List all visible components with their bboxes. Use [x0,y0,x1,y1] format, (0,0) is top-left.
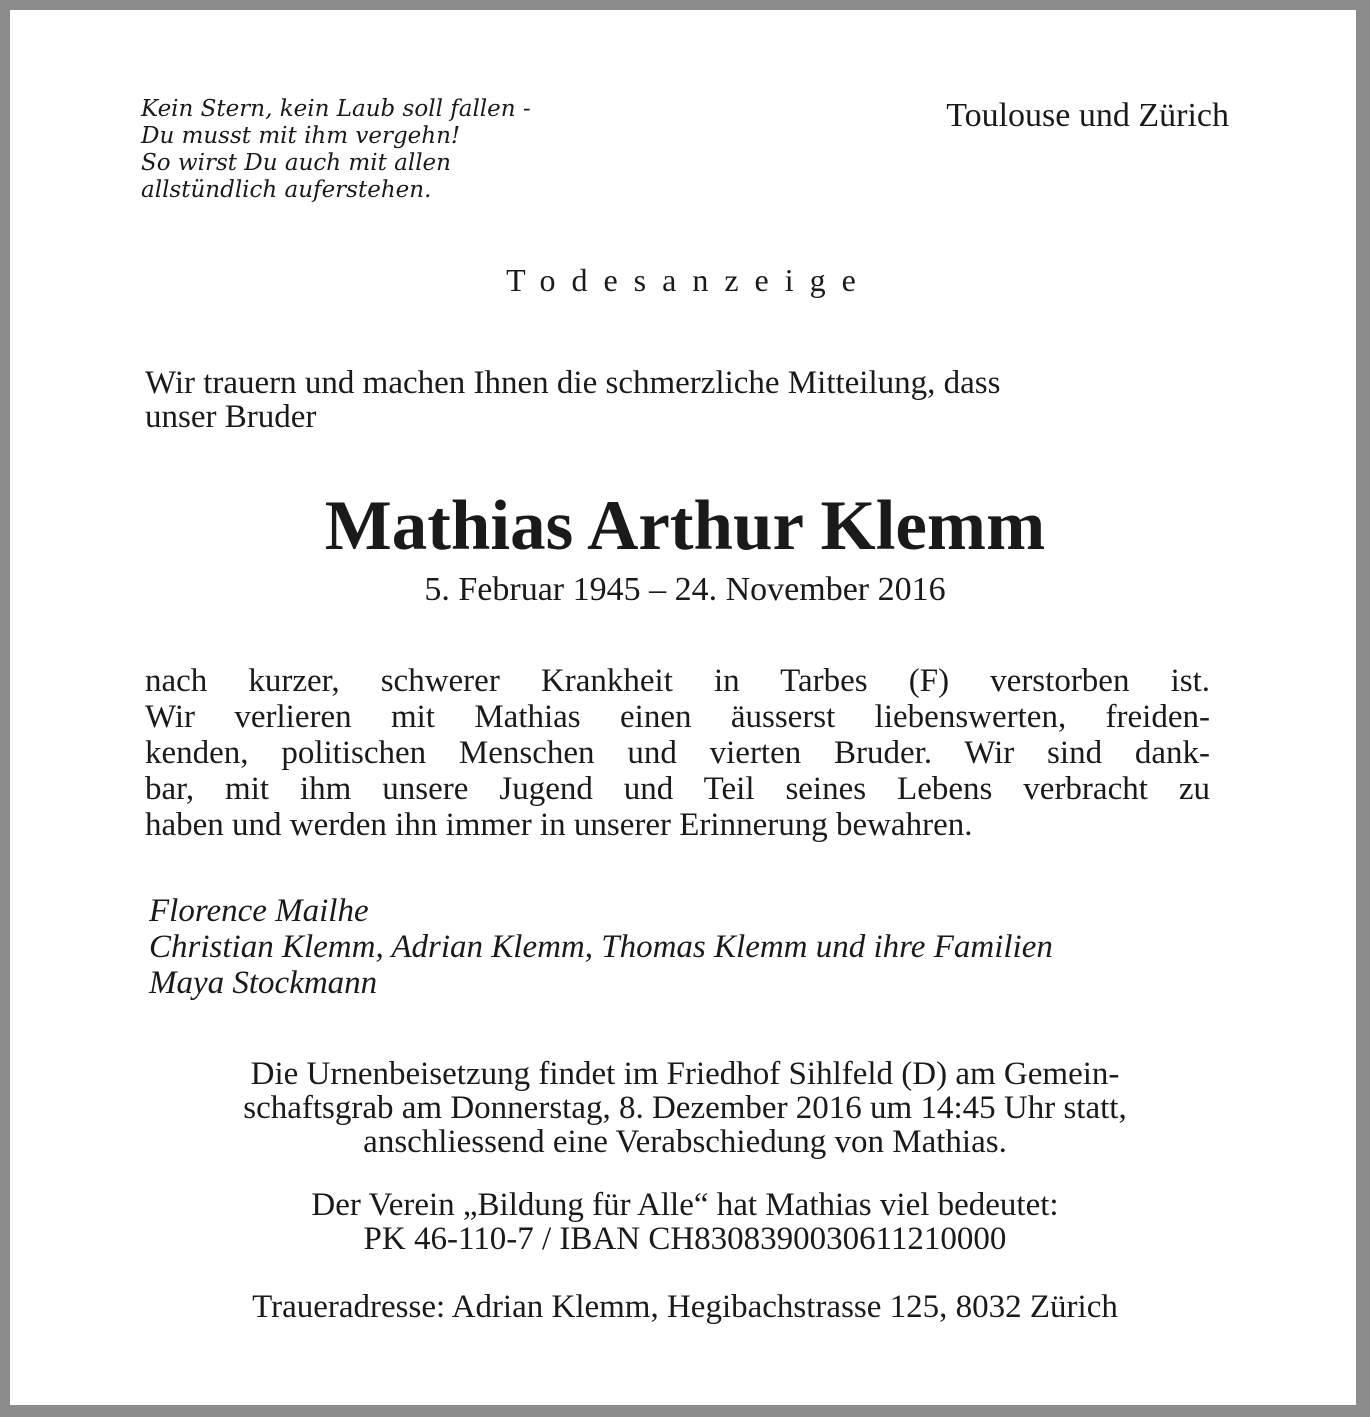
burial-info [0,1057,1370,1159]
burial-line: schaftsgrab am Donnerstag, 8. Dezember 2016 um 14:45 Uhr statt, [243,1090,1127,1126]
poem-line: Du musst mit ihm vergehn! [141,123,461,149]
body-line: nach kurzer, schwerer Krankheit in Tarbes (F) verstorben ist. [145,663,1210,699]
notice-label: Todesanzeige [506,262,872,298]
deceased-name: Mathias Arthur Klemm [324,487,1046,565]
burial-line: Die Urnenbeisetzung findet im Friedhof Sihlfeld (D) am Gemein- [250,1056,1120,1092]
body-line: kenden, politischen Menschen und vierten Bruder. Wir sind dank- [145,735,1210,771]
donation-info [0,1188,1370,1256]
mourner-line: Christian Klemm, Adrian Klemm, Thomas Klemm und ihre Familien [149,929,1053,965]
poem [141,96,531,204]
body-line: haben und werden ihn immer in unserer Erinnerung bewahren. [145,807,973,843]
place-header: Toulouse und Zürich [946,97,1229,134]
donation-line: PK 46-110-7 / IBAN CH8308390030611210000 [363,1221,1007,1257]
intro-text [145,366,1210,434]
body-line: Wir verlieren mit Mathias einen äusserst liebenswerten, freiden- [145,699,1210,735]
mourner-line: Florence Mailhe [149,893,369,929]
intro-line: unser Bruder [145,399,317,435]
poem-line: allstündlich auferstehen. [141,177,432,203]
life-dates: 5. Februar 1945 – 24. November 2016 [424,571,946,608]
burial-line: anschliessend eine Verabschiedung von Mathias. [363,1124,1007,1160]
mourners-list [149,893,1214,1001]
poem-line: So wirst Du auch mit allen [141,150,451,176]
mourner-line: Maya Stockmann [149,965,378,1001]
body-line: bar, mit ihm unsere Jugend und Teil seines Lebens verbracht zu [145,771,1210,807]
poem-line: Kein Stern, kein Laub soll fallen - [141,96,531,122]
donation-line: Der Verein „Bildung für Alle“ hat Mathias viel bedeutet: [311,1187,1059,1223]
intro-line: Wir trauern und machen Ihnen die schmerzliche Mitteilung, dass [145,365,1001,401]
mourning-address: Traueradresse: Adrian Klemm, Hegibachstrasse 125, 8032 Zürich [252,1289,1118,1325]
body-text [145,663,1210,843]
